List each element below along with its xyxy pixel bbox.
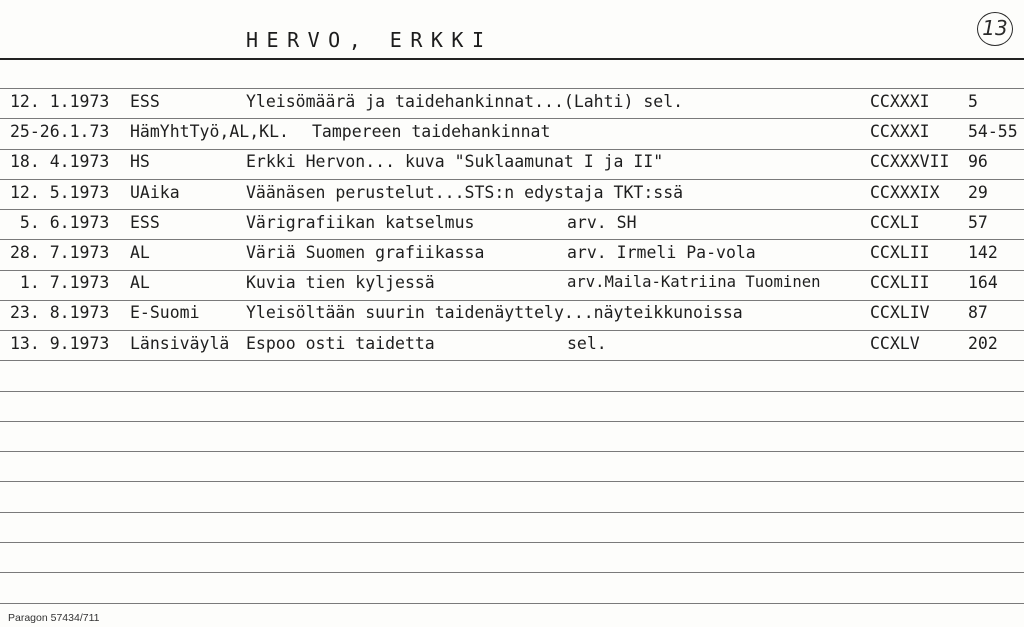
entry-date: 12. 1.1973 xyxy=(10,92,110,111)
entry-title: Väriä Suomen grafiikassa xyxy=(246,242,485,262)
ruled-line xyxy=(0,542,1024,543)
entry-volume: CCXLIV xyxy=(870,303,930,323)
entry-volume: CCXLII xyxy=(870,273,930,293)
entry-title: Yleisömäärä ja taidehankinnat...(Lahti) sel. xyxy=(246,92,684,111)
entry-page: 87 xyxy=(968,303,988,323)
entry-page: 5 xyxy=(968,92,978,111)
ruled-line xyxy=(0,572,1024,573)
entry-note: arv. SH xyxy=(567,212,637,232)
entry-page: 29 xyxy=(968,182,988,202)
entry-page: 164 xyxy=(968,273,998,293)
entry-title: Kuvia tien kyljessä xyxy=(246,273,435,293)
entry-row xyxy=(0,269,1024,299)
entry-volume: CCXXXIX xyxy=(870,182,940,202)
entry-source: ESS xyxy=(130,212,160,232)
entry-volume: CCXLI xyxy=(870,212,920,232)
entry-volume: CCXLII xyxy=(870,242,930,262)
entry-date: 25-26.1.73 xyxy=(10,122,110,142)
entry-volume: CCXXXI xyxy=(870,92,930,111)
entry-note: sel. xyxy=(567,333,607,353)
entry-note: arv. Irmeli Pa-vola xyxy=(567,242,756,262)
ruled-line xyxy=(0,451,1024,452)
entry-title: Yleisöltään suurin taidenäyttely...näyteikkunoissa xyxy=(246,303,743,323)
entry-source: AL xyxy=(130,273,150,293)
entry-date: 12. 5.1973 xyxy=(10,182,110,202)
entry-volume: CCXXXVII xyxy=(870,152,950,172)
entry-row xyxy=(0,299,1024,329)
printer-mark: Paragon 57434/711 xyxy=(8,612,100,624)
heading-rule xyxy=(0,58,1024,60)
ruled-line xyxy=(0,391,1024,392)
entry-note: arv.Maila-Katriina Tuominen xyxy=(567,273,821,292)
card-heading: HERVO, ERKKI xyxy=(246,28,493,52)
entry-title: Espoo osti taidetta xyxy=(246,333,435,353)
entry-row xyxy=(0,209,1024,239)
entry-row xyxy=(0,330,1024,360)
entry-date: 1. 7.1973 xyxy=(10,273,110,293)
entry-row xyxy=(0,239,1024,269)
entry-volume: CCXXXI xyxy=(870,122,930,142)
entry-title: Väänäsen perustelut...STS:n edystaja TKT:ssä xyxy=(246,182,684,202)
card-number-circled: 13 xyxy=(977,12,1013,46)
entry-source: HämYhtTyö,AL,KL. xyxy=(130,122,289,142)
entry-page: 54-55 xyxy=(968,122,1018,142)
ruled-line xyxy=(0,481,1024,482)
entry-title: Erkki Hervon... kuva "Suklaamunat I ja II" xyxy=(246,152,664,172)
entry-title: Värigrafiikan katselmus xyxy=(246,212,475,232)
ruled-line xyxy=(0,360,1024,361)
entry-source: AL xyxy=(130,242,150,262)
entry-volume: CCXLV xyxy=(870,333,920,353)
entry-list xyxy=(0,88,1024,360)
entry-title: Tampereen taidehankinnat xyxy=(312,122,551,142)
entry-source: Länsiväylä xyxy=(130,333,230,353)
entry-row xyxy=(0,148,1024,178)
ruled-line xyxy=(0,603,1024,604)
entry-source: ESS xyxy=(130,92,160,111)
entry-row xyxy=(0,88,1024,118)
ruled-line xyxy=(0,512,1024,513)
entry-date: 5. 6.1973 xyxy=(10,212,110,232)
entry-source: HS xyxy=(130,152,150,172)
entry-source: E-Suomi xyxy=(130,303,200,323)
ruled-line xyxy=(0,421,1024,422)
entry-page: 57 xyxy=(968,212,988,232)
entry-row xyxy=(0,118,1024,148)
entry-source: UAika xyxy=(130,182,180,202)
entry-date: 18. 4.1973 xyxy=(10,152,110,172)
entry-date: 13. 9.1973 xyxy=(10,333,110,353)
entry-row xyxy=(0,179,1024,209)
entry-date: 28. 7.1973 xyxy=(10,242,110,262)
entry-page: 96 xyxy=(968,152,988,172)
entry-page: 142 xyxy=(968,242,998,262)
entry-date: 23. 8.1973 xyxy=(10,303,110,323)
entry-page: 202 xyxy=(968,333,998,353)
